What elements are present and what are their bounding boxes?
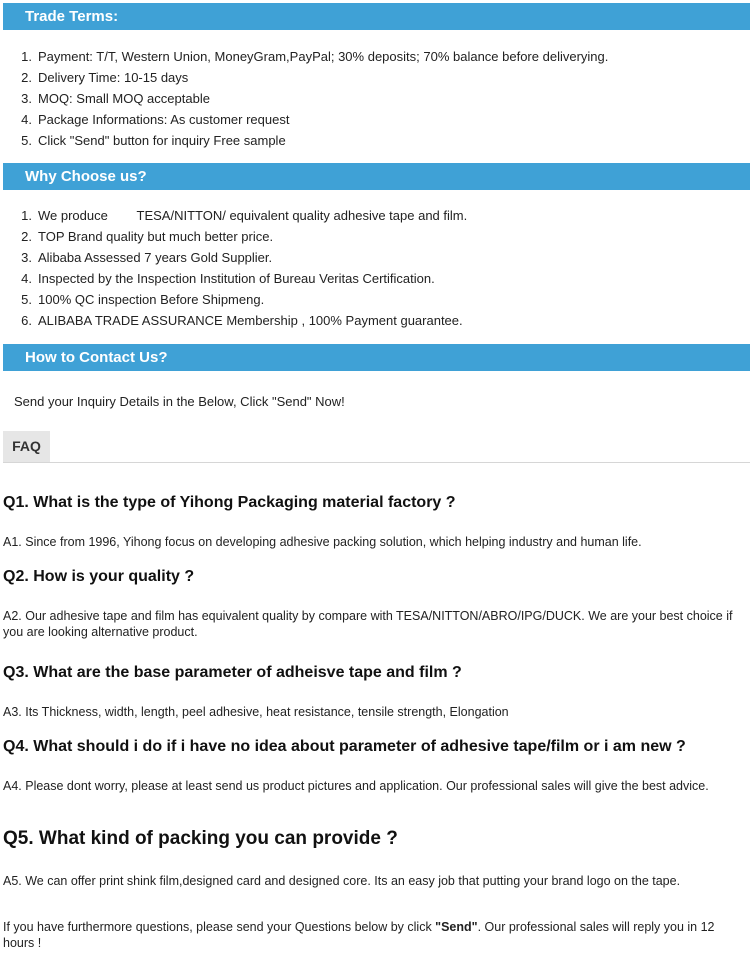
faq-question: Q2. How is your quality ?: [3, 568, 195, 585]
faq-question: Q4. What should i do if i have no idea about parameter of adhesive tape/film or i am new ?: [3, 738, 686, 755]
faq-question: Q5. What kind of packing you can provide ?: [3, 828, 398, 849]
why-choose-title: Why Choose us?: [25, 168, 147, 185]
list-item: 4. Inspected by the Inspection Institution of Bureau Veritas Certification.: [21, 271, 435, 286]
footer-text-before: If you have furthermore questions, please send your Questions below by click: [3, 920, 436, 934]
faq-answer: A2. Our adhesive tape and film has equivalent quality by compare with TESA/NITTON/ABRO/IPG/DUCK. We are your best choice if you are looking alternative product.: [3, 609, 733, 639]
footer-text-after: . Our professional sales will reply you in 12 hours !: [3, 920, 715, 950]
list-item: 3. MOQ: Small MOQ acceptable: [21, 91, 210, 106]
list-item: 1. Payment: T/T, Western Union, MoneyGram,PayPal; 30% deposits; 70% balance before deliverying.: [21, 49, 609, 64]
contact-title: How to Contact Us?: [25, 349, 168, 366]
trade-terms-header: [3, 3, 750, 30]
trade-terms-title: Trade Terms:: [25, 8, 119, 25]
list-item: 6. ALIBABA TRADE ASSURANCE Membership , 100% Payment guarantee.: [21, 313, 463, 328]
faq-answer: A3. Its Thickness, width, length, peel adhesive, heat resistance, tensile strength, Elongation: [3, 705, 509, 719]
faq-question: Q3. What are the base parameter of adheisve tape and film ?: [3, 664, 462, 681]
divider: [3, 462, 750, 463]
faq-answer: A4. Please dont worry, please at least send us product pictures and application. Our professional sales will give the best advice.: [3, 779, 709, 793]
list-item: 2. TOP Brand quality but much better price.: [21, 229, 274, 244]
why-choose-header: [3, 163, 750, 190]
footer-note: [3, 919, 748, 951]
why-choose-list: [14, 205, 467, 331]
list-item: 2. Delivery Time: 10-15 days: [21, 70, 189, 85]
faq-answer: A1. Since from 1996, Yihong focus on developing adhesive packing solution, which helping industry and human life.: [3, 535, 642, 549]
list-item: 3. Alibaba Assessed 7 years Gold Supplier.: [21, 250, 273, 265]
list-item: 5. 100% QC inspection Before Shipmeng.: [21, 292, 265, 307]
list-item: 1. We produce TESA/NITTON/ equivalent quality adhesive tape and film.: [21, 208, 468, 223]
list-item: 4. Package Informations: As customer request: [21, 112, 290, 127]
list-item: 5. Click "Send" button for inquiry Free sample: [21, 133, 286, 148]
faq-answer: A5. We can offer print shink film,designed card and designed core. Its an easy job that putting your brand logo on the tape.: [3, 874, 681, 888]
faq-question: Q1. What is the type of Yihong Packaging material factory ?: [3, 494, 456, 511]
tab-faq[interactable]: FAQ: [3, 431, 50, 462]
contact-header: [3, 344, 750, 371]
footer-send-word: "Send": [435, 920, 478, 934]
contact-text: Send your Inquiry Details in the Below, Click "Send" Now!: [14, 394, 345, 409]
trade-terms-list: [14, 46, 608, 151]
